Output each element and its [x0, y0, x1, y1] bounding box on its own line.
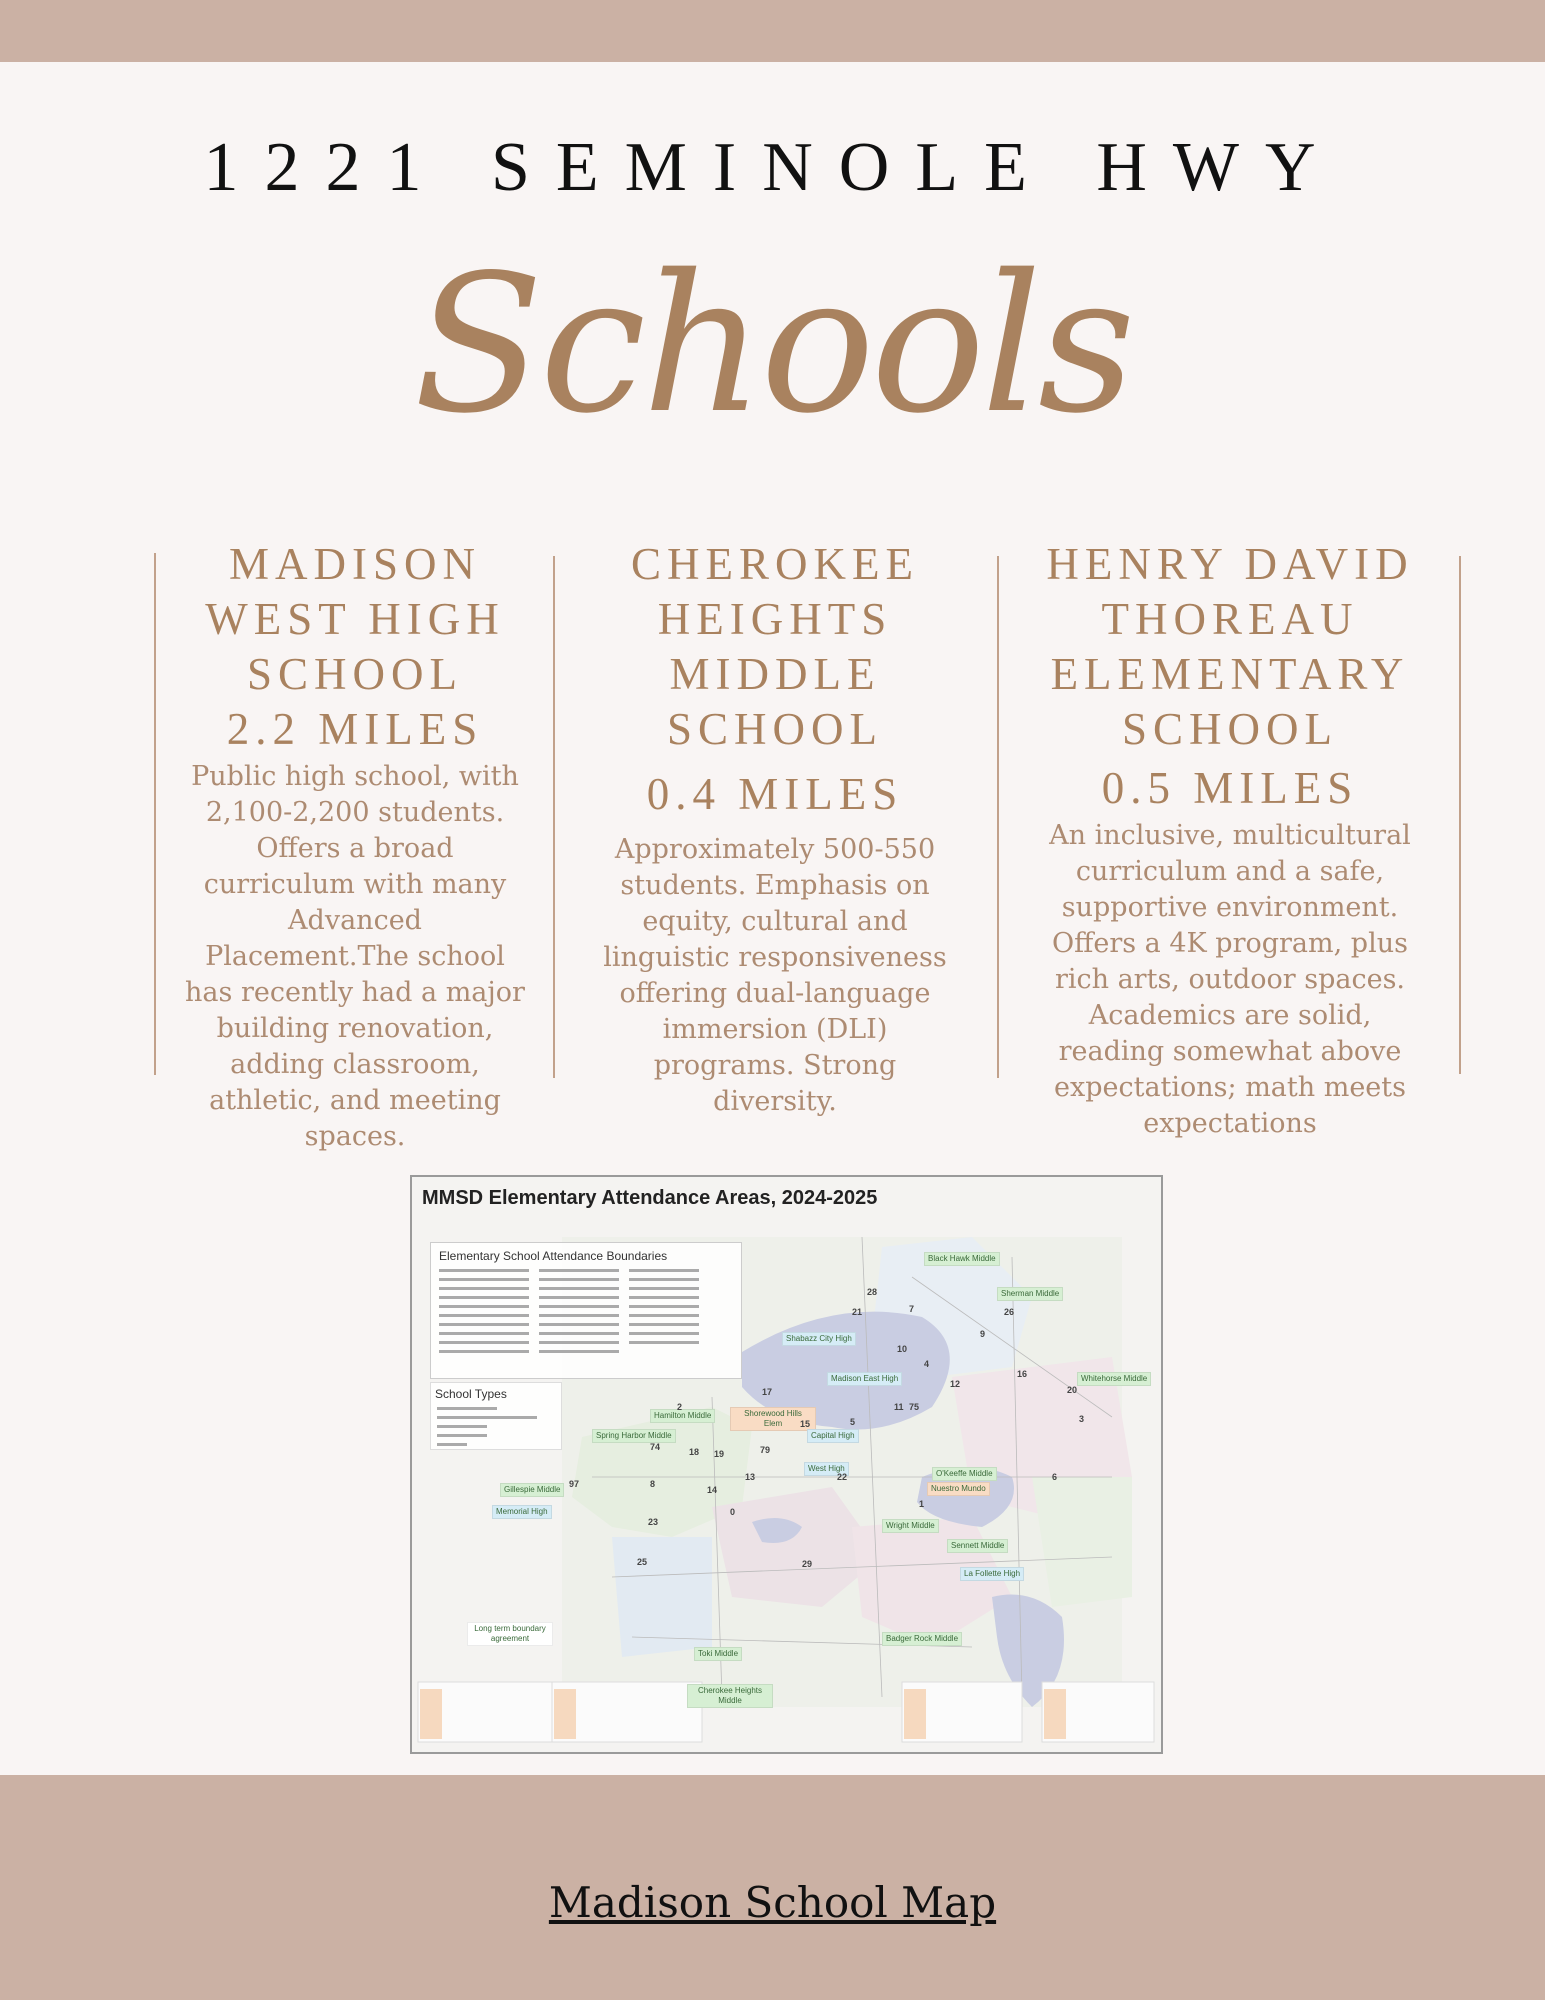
map-label-toki: Toki Middle	[694, 1647, 742, 1661]
map-label-west-high: West High	[804, 1462, 849, 1476]
map-label-sherman: Sherman Middle	[997, 1287, 1063, 1301]
map-label-long-term: Long term boundary agreement	[467, 1622, 553, 1646]
description-line: Public high school, with	[191, 761, 519, 792]
map-label-badger-rock: Badger Rock Middle	[882, 1632, 962, 1646]
description-line: Approximately 500-550	[614, 834, 936, 865]
description-line: offering dual-language	[619, 978, 931, 1009]
map-label-memorial: Memorial High	[492, 1505, 552, 1519]
map-area-number: 0	[730, 1507, 736, 1517]
school-name	[160, 537, 550, 702]
map-label-black-hawk: Black Hawk Middle	[924, 1252, 1000, 1266]
divider-mid-2	[997, 556, 999, 1078]
map-area-number: 75	[909, 1402, 920, 1412]
legend-rows	[439, 1269, 699, 1353]
map-area-number: 16	[1017, 1369, 1028, 1379]
feeder-list	[1044, 1689, 1066, 1739]
legend-list	[431, 1267, 741, 1377]
description-line: Academics are solid,	[1088, 1000, 1372, 1031]
description-line: students. Emphasis on	[620, 870, 930, 901]
school-types-legend	[430, 1382, 562, 1450]
description-line: Offers a 4K program, plus	[1052, 928, 1408, 959]
map-area-number: 23	[648, 1517, 659, 1527]
map-area-number: 1	[919, 1499, 925, 1509]
school-name-line: WEST HIGH	[205, 594, 505, 644]
map-area-number: 17	[762, 1387, 773, 1397]
description-line: athletic, and meeting	[209, 1085, 501, 1116]
description-line: spaces.	[304, 1121, 406, 1152]
description-line: building renovation,	[216, 1013, 494, 1044]
map-area-number: 2	[677, 1402, 683, 1412]
map-area-number: 25	[637, 1557, 648, 1567]
description-line: diversity.	[713, 1086, 837, 1117]
divider-right	[1459, 556, 1461, 1074]
school-name	[570, 537, 980, 757]
school-name-line: HENRY DAVID	[1046, 539, 1414, 589]
description-line: adding classroom,	[230, 1049, 480, 1080]
map-area-number: 6	[1052, 1472, 1058, 1482]
map-area-number: 14	[707, 1485, 718, 1495]
school-name-line: CHEROKEE	[631, 539, 919, 589]
map-area-number: 79	[760, 1445, 771, 1455]
school-name-line: SCHOOL	[666, 704, 884, 754]
description-line: rich arts, outdoor spaces.	[1054, 964, 1406, 995]
school-name-line: SCHOOL	[1121, 704, 1339, 754]
map-label-madison-east: Madison East High	[827, 1372, 902, 1386]
map-area-number: 10	[897, 1344, 908, 1354]
divider-mid-1	[553, 556, 555, 1078]
map-area-number: 19	[714, 1449, 725, 1459]
map-label-la-follette: La Follette High	[960, 1567, 1024, 1581]
description-line: curriculum with many	[203, 869, 507, 900]
school-name-line: THOREAU	[1101, 594, 1359, 644]
divider-left	[154, 553, 156, 1075]
property-address: 1221 SEMINOLE HWY	[203, 129, 1342, 206]
map-area-number: 26	[1004, 1307, 1015, 1317]
map-area-number: 29	[802, 1559, 813, 1569]
description-line: programs. Strong	[653, 1050, 897, 1081]
map-area-number: 4	[924, 1359, 930, 1369]
map-area-number: 28	[867, 1287, 878, 1297]
feeder-list	[554, 1689, 576, 1739]
description-line: has recently had a major	[185, 977, 525, 1008]
map-label-shabazz: Shabazz City High	[782, 1332, 856, 1346]
feeder-list	[904, 1689, 926, 1739]
map-area-number: 12	[950, 1379, 961, 1389]
map-label-capital: Capital High	[807, 1429, 859, 1443]
school-distance: 2.2 MILES	[226, 704, 484, 754]
map-area-number: 21	[852, 1307, 863, 1317]
map-area-number: 3	[1079, 1414, 1085, 1424]
school-name	[1010, 537, 1450, 757]
description-line: Placement.The school	[205, 941, 505, 972]
map-label-okeeffe: O'Keeffe Middle	[932, 1467, 997, 1481]
school-name-line: MADISON	[228, 539, 481, 589]
school-distance: 0.5 MILES	[1101, 763, 1359, 813]
description-line: immersion (DLI)	[662, 1014, 888, 1045]
description-line: curriculum and a safe,	[1075, 856, 1385, 887]
school-name-line: MIDDLE	[669, 649, 881, 699]
school-name-line: ELEMENTARY	[1050, 649, 1410, 699]
map-label-gillespie: Gillespie Middle	[500, 1483, 564, 1497]
map-legend	[430, 1242, 742, 1379]
map-area-number: 9	[980, 1329, 986, 1339]
map-area-number: 97	[569, 1479, 580, 1489]
map-area-number: 20	[1067, 1385, 1078, 1395]
map-label-wright: Wright Middle	[882, 1519, 939, 1533]
map-label-cherokee: Cherokee Heights Middle	[687, 1684, 773, 1708]
map-label-whitehorse: Whitehorse Middle	[1077, 1372, 1151, 1386]
description-line: expectations	[1143, 1108, 1317, 1139]
description-line: Offers a broad	[256, 833, 454, 864]
description-line: An inclusive, multicultural	[1049, 820, 1411, 851]
description-line: supportive environment.	[1061, 892, 1399, 923]
attendance-area-map	[410, 1175, 1163, 1754]
map-label-spring-harbor: Spring Harbor Middle	[592, 1429, 676, 1443]
map-area-number: 18	[689, 1447, 700, 1457]
description-line: reading somewhat above	[1058, 1036, 1402, 1067]
map-label-shorewood: Shorewood Hills Elem	[730, 1407, 816, 1431]
description-line: expectations; math meets	[1054, 1072, 1406, 1103]
map-label-nuestro-mundo: Nuestro Mundo	[927, 1482, 990, 1496]
map-label-sennett: Sennett Middle	[947, 1539, 1008, 1553]
map-title: MMSD Elementary Attendance Areas, 2024-2025	[422, 1187, 878, 1209]
map-area-number: 13	[745, 1472, 756, 1482]
school-description	[1010, 818, 1450, 1142]
description-line: linguistic responsiveness	[603, 942, 947, 973]
map-area-number: 8	[650, 1479, 656, 1489]
map-area-number: 7	[909, 1304, 915, 1314]
school-description	[570, 832, 980, 1120]
map-area-number: 22	[837, 1472, 848, 1482]
types-title: School Types	[435, 1387, 507, 1401]
page-title: Schools	[413, 234, 1132, 455]
school-description	[160, 759, 550, 1155]
school-distance: 0.4 MILES	[646, 769, 904, 819]
map-area-number: 74	[650, 1442, 661, 1452]
school-name-line: HEIGHTS	[657, 594, 893, 644]
map-area-number: 11	[894, 1402, 904, 1412]
description-line: 2,100-2,200 students.	[205, 797, 505, 828]
madison-school-map-link[interactable]: Madison School Map	[548, 1878, 997, 1927]
school-card-cherokee-heights	[570, 537, 980, 1120]
types-list	[431, 1403, 561, 1449]
map-label-hamilton: Hamilton Middle	[650, 1409, 715, 1423]
school-name-line: SCHOOL	[246, 649, 464, 699]
school-card-thoreau	[1010, 537, 1450, 1142]
top-banner	[0, 0, 1545, 62]
description-line: Advanced	[288, 905, 422, 936]
legend-title: Elementary School Attendance Boundaries	[439, 1249, 668, 1263]
description-line: equity, cultural and	[642, 906, 908, 937]
feeder-list	[420, 1689, 442, 1739]
map-area-number: 5	[850, 1417, 856, 1427]
map-area-number: 15	[800, 1419, 811, 1429]
school-card-madison-west	[160, 537, 550, 1155]
